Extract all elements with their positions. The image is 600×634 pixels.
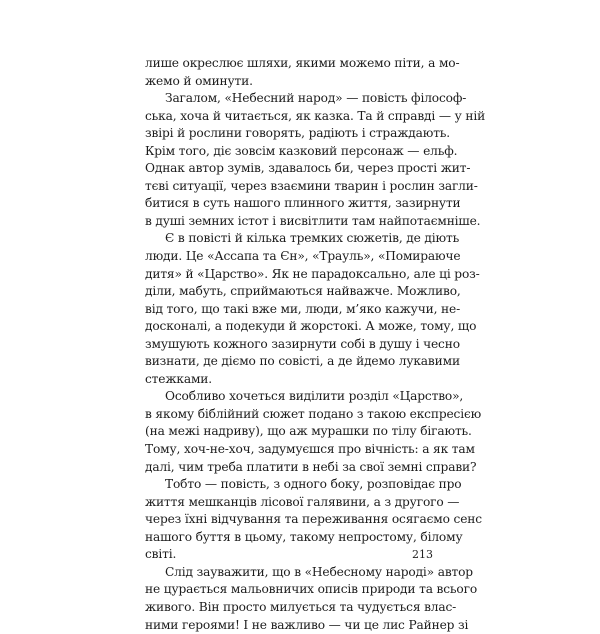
text-line: Загалом, «Небесний народ» — повість філософ- bbox=[145, 90, 441, 108]
text-line: звірі й рослини говорять, радіють і страждають. bbox=[145, 125, 441, 143]
paragraph bbox=[145, 388, 441, 476]
text-line: нашого буття в цьому, такому непростому, білому bbox=[145, 529, 441, 547]
text-line: лише окреслює шляхи, якими можемо піти, а мо- bbox=[145, 55, 441, 73]
text-line: тєві ситуації, через взаємини тварин і рослин загли- bbox=[145, 178, 441, 196]
text-line: далі, чим треба платити в небі за свої земні справи? bbox=[145, 459, 441, 477]
text-line: Тобто — повість, з одного боку, розповідає про bbox=[145, 476, 441, 494]
page-body bbox=[145, 55, 441, 634]
text-line: люди. Це «Ассапа та Єн», «Трауль», «Помираюче bbox=[145, 248, 441, 266]
text-line: стежками. bbox=[145, 371, 441, 389]
text-line: діли, мабуть, сприймаються найважче. Можливо, bbox=[145, 283, 441, 301]
text-line: дитя» й «Царство». Як не парадоксально, але ці роз- bbox=[145, 266, 441, 284]
text-line: не цурається мальовничих описів природи та всього bbox=[145, 581, 441, 599]
paragraph bbox=[145, 55, 441, 90]
text-line: в якому біблійний сюжет подано з такою експресією bbox=[145, 406, 441, 424]
text-line: визнати, де діємо по совісті, а де йдемо лукавими bbox=[145, 353, 441, 371]
paragraph bbox=[145, 230, 441, 388]
text-line: досконалі, а подекуди й жорстокі. А може, тому, що bbox=[145, 318, 441, 336]
text-line: Слід зауважити, що в «Небесному народі» автор bbox=[145, 564, 441, 582]
text-line: живого. Він просто милується та чудується влас- bbox=[145, 599, 441, 617]
text-line: Крім того, діє зовсім казковий персонаж — ельф. bbox=[145, 143, 441, 161]
text-line: в душі земних істот і висвітлити там найпотаємніше. bbox=[145, 213, 441, 231]
text-line: Особливо хочеться виділити розділ «Царство», bbox=[145, 388, 441, 406]
paragraph bbox=[145, 476, 441, 564]
text-line: Тому, хоч-не-хоч, задумуєшся про вічність: а як там bbox=[145, 441, 441, 459]
text-line: (на межі надриву), що аж мурашки по тілу бігають. bbox=[145, 423, 441, 441]
paragraph bbox=[145, 90, 441, 230]
text-line: через їхні відчування та переживання осягаємо сенс bbox=[145, 511, 441, 529]
text-line: Є в повісті й кілька тремких сюжетів, де діють bbox=[145, 230, 441, 248]
text-line: ними героями! І не важливо — чи це лис Райнер зі bbox=[145, 617, 441, 634]
page-number: 213 bbox=[412, 548, 433, 561]
text-line: світі. bbox=[145, 546, 441, 564]
paragraph bbox=[145, 564, 441, 634]
text-line: ська, хоча й читається, як казка. Та й справді — у ній bbox=[145, 108, 441, 126]
text-line: битися в суть нашого плинного життя, зазирнути bbox=[145, 195, 441, 213]
text-line: змушують кожного зазирнути собі в душу і чесно bbox=[145, 336, 441, 354]
text-line: Однак автор зумів, здавалось би, через прості жит- bbox=[145, 160, 441, 178]
text-line: життя мешканців лісової галявини, а з другого — bbox=[145, 494, 441, 512]
text-line: жемо й оминути. bbox=[145, 73, 441, 91]
text-line: від того, що такі вже ми, люди, м’яко кажучи, не- bbox=[145, 301, 441, 319]
